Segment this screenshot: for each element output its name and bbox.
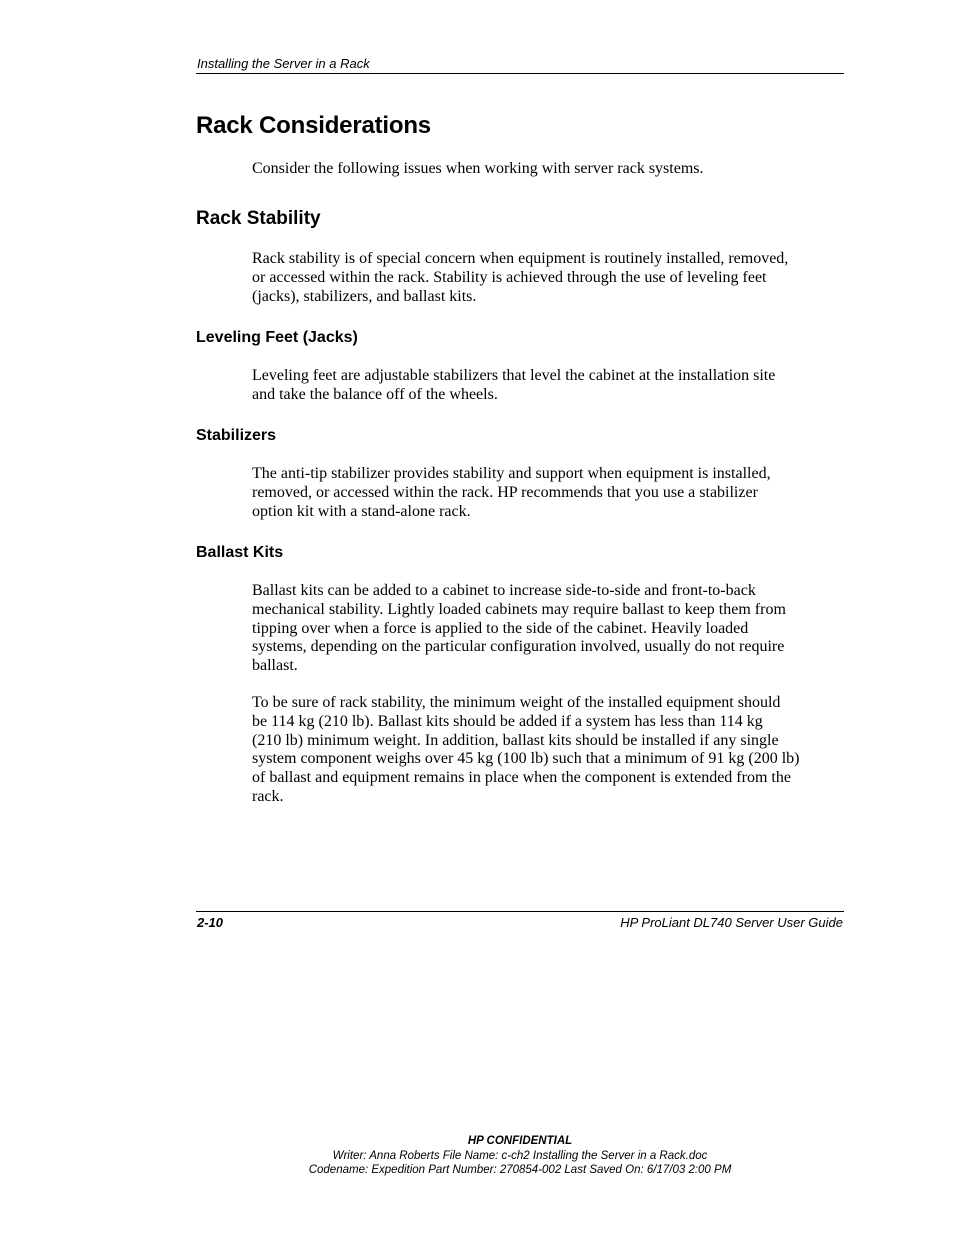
paragraph-line: rack. [252, 787, 284, 805]
paragraph-line: systems, depending on the particular configuration involved, usually do not require [252, 638, 785, 656]
paragraph-line: system component weighs over 45 kg (100 lb) such that a minimum of 91 kg (200 lb) [252, 750, 800, 768]
section-title: Rack Considerations [196, 112, 431, 139]
running-header: Installing the Server in a Rack [197, 56, 370, 71]
paragraph-line: ballast. [252, 657, 298, 675]
paragraph-line: of ballast and equipment remains in place when the component is extended from the [252, 769, 791, 787]
paragraph-line: (210 lb) minimum weight. In addition, ballast kits should be installed if any single [252, 731, 779, 749]
heading-leveling-feet: Leveling Feet (Jacks) [196, 329, 358, 346]
paragraph-line: mechanical stability. Lightly loaded cabinets may require ballast to keep them from [252, 600, 786, 618]
confidential-title: HP CONFIDENTIAL [467, 1135, 573, 1147]
rack-stability-paragraph [252, 250, 788, 306]
stabilizers-paragraph [252, 465, 771, 521]
footer-divider [196, 911, 844, 912]
paragraph-line: or accessed within the rack. Stability is achieved through the use of leveling feet [252, 268, 767, 286]
paragraph-line: The anti-tip stabilizer provides stability and support when equipment is installed, [252, 465, 771, 482]
header-divider [196, 73, 844, 74]
paragraph-line: (jacks), stabilizers, and ballast kits. [252, 287, 477, 305]
page-number: 2-10 [197, 915, 224, 930]
paragraph-line: and take the balance off of the wheels. [252, 385, 498, 403]
paragraph-line: tipping over when a force is applied to the side of the cabinet. Heavily loaded [252, 619, 749, 637]
codename-part-line: Codename: Expedition Part Number: 270854-002 Last Saved On: 6/17/03 2:00 PM [308, 1164, 732, 1176]
writer-file-line: Writer: Anna Roberts File Name: c-ch2 Installing the Server in a Rack.doc [332, 1149, 708, 1162]
book-title: HP ProLiant DL740 Server User Guide [620, 915, 843, 930]
paragraph-line: Rack stability is of special concern when equipment is routinely installed, removed, [252, 250, 789, 267]
heading-stabilizers: Stabilizers [196, 427, 277, 444]
intro-paragraph [252, 160, 703, 179]
paragraph-line: removed, or accessed within the rack. HP recommends that you use a stabilizer [252, 483, 758, 501]
paragraph-line: Ballast kits can be added to a cabinet to increase side-to-side and front-to-back [252, 582, 756, 599]
ballast-paragraph-1 [252, 582, 786, 676]
heading-ballast-kits: Ballast Kits [196, 544, 284, 561]
paragraph-line: be 114 kg (210 lb). Ballast kits should be added if a system has less than 114 kg [252, 712, 763, 730]
paragraph-line: Leveling feet are adjustable stabilizers that level the cabinet at the installation site [252, 367, 776, 384]
ballast-paragraph-2 [252, 694, 799, 807]
confidential-notice [0, 1134, 954, 1178]
leveling-feet-paragraph [252, 367, 775, 405]
intro-line: Consider the following issues when working with server rack systems. [252, 160, 704, 177]
paragraph-line: option kit with a stand-alone rack. [252, 502, 471, 520]
subsection-title-rack-stability: Rack Stability [196, 208, 321, 229]
paragraph-line: To be sure of rack stability, the minimum weight of the installed equipment should [252, 694, 781, 711]
